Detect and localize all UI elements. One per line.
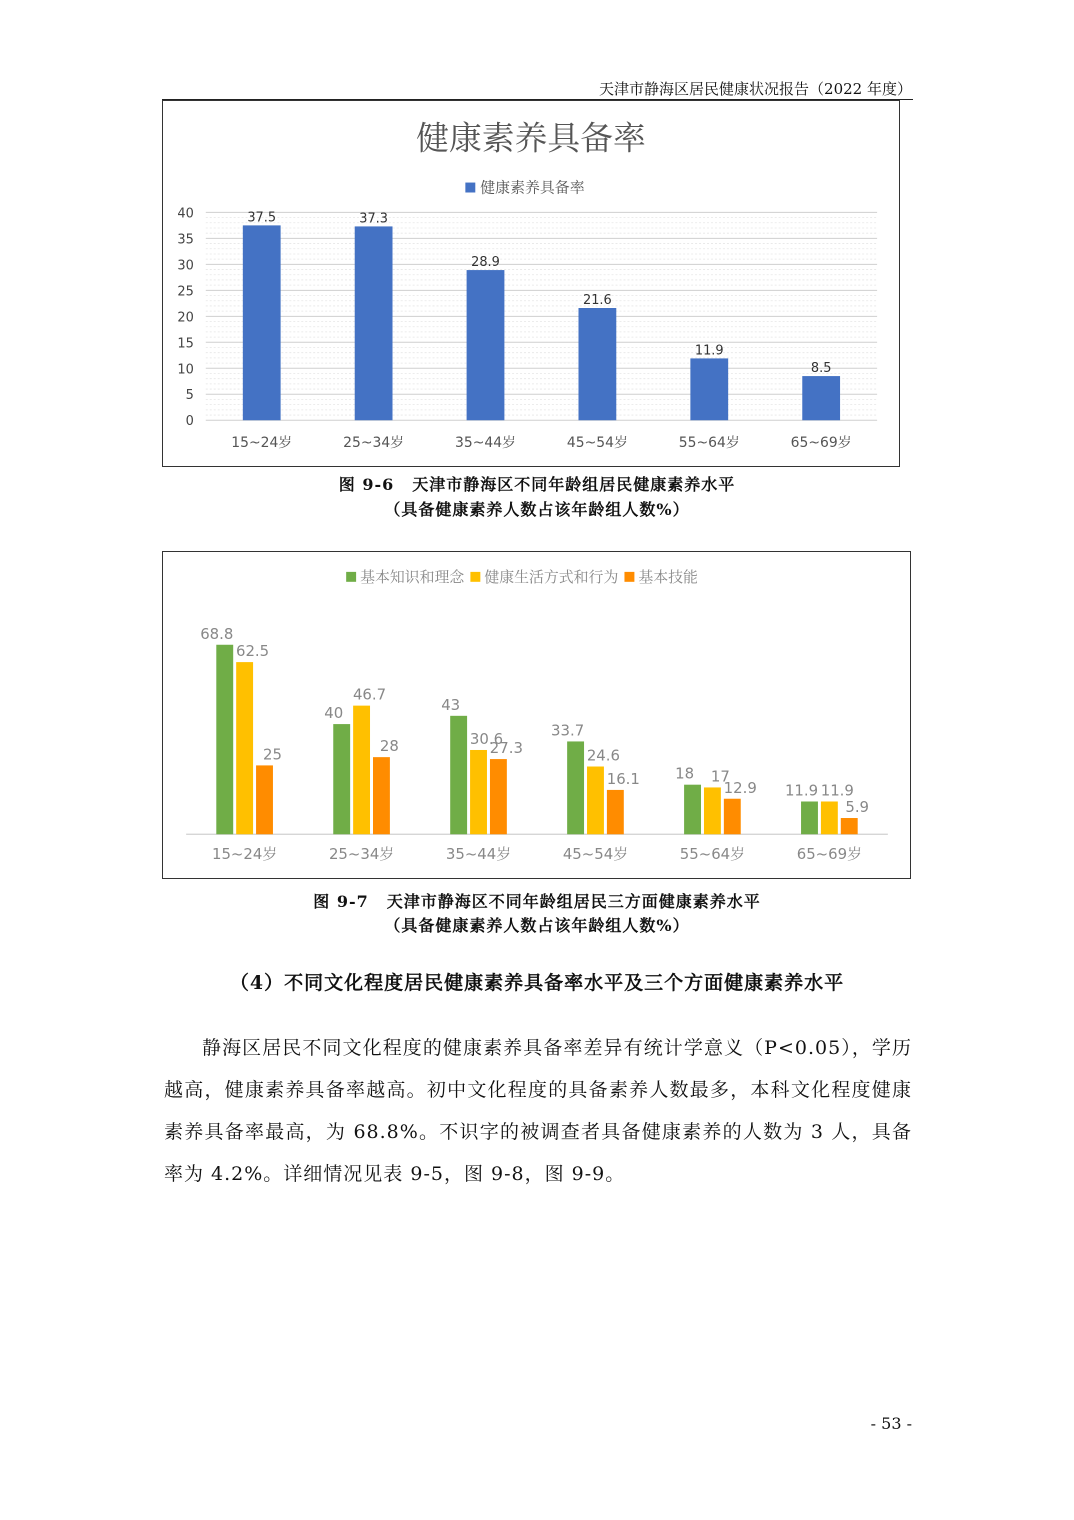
- bar: [467, 270, 505, 420]
- bar: [704, 787, 721, 834]
- data-label: 28.9: [471, 255, 500, 271]
- chart-three-aspects: [162, 551, 911, 879]
- bar: [841, 818, 858, 834]
- x-tick-label: 55~64岁: [678, 435, 740, 452]
- bar: [256, 765, 273, 834]
- data-label: 62.5: [235, 642, 270, 661]
- chart-title: 健康素养具备率: [416, 119, 646, 158]
- data-label: 8.5: [810, 361, 832, 377]
- data-label: 17: [710, 767, 730, 786]
- y-tick-label: 40: [177, 206, 194, 222]
- section-heading: （4）不同文化程度居民健康素养具备率水平及三个方面健康素养水平: [229, 972, 845, 994]
- bar: [450, 716, 467, 834]
- data-label: 40: [324, 704, 344, 723]
- bar: [333, 724, 350, 834]
- bar: [801, 801, 818, 834]
- bar: [567, 741, 584, 834]
- data-label: 24.6: [586, 746, 621, 765]
- data-label: 11.9: [694, 343, 724, 359]
- bar: [243, 225, 281, 420]
- page-number: - 53 -: [870, 1414, 912, 1433]
- figure-9-7-title: 天津市静海区不同年龄组居民三方面健康素养水平: [386, 892, 761, 911]
- chart-three-aspects-svg: [163, 552, 910, 878]
- running-header: 天津市静海区居民健康状况报告（2022 年度）: [599, 80, 912, 98]
- bar: [236, 662, 253, 834]
- data-label: 37.5: [247, 210, 277, 226]
- figure-9-7-subcaption: （具备健康素养人数占该年龄组人数%）: [384, 916, 690, 935]
- x-tick-label: 35~44岁: [455, 435, 516, 452]
- data-label: 21.6: [583, 293, 612, 309]
- legend-swatch: [624, 572, 634, 582]
- data-label: 16.1: [606, 769, 640, 788]
- y-tick-label: 0: [185, 414, 194, 430]
- data-label: 27.3: [489, 739, 523, 758]
- x-tick-label: 25~34岁: [343, 435, 405, 452]
- x-tick-label: 45~54岁: [566, 435, 628, 452]
- chart-literacy-rate-svg: [163, 101, 899, 466]
- legend-label: 基本技能: [638, 567, 698, 586]
- x-tick-label: 45~54岁: [562, 845, 629, 864]
- x-tick-label: 55~64岁: [679, 845, 746, 864]
- figure-9-6-title: 天津市静海区不同年龄组居民健康素养水平: [412, 475, 736, 494]
- data-label: 5.9: [845, 798, 870, 817]
- y-tick-label: 25: [177, 284, 194, 300]
- legend-label: 基本知识和理念: [360, 567, 465, 586]
- data-label: 68.8: [200, 624, 234, 643]
- y-tick-label: 10: [177, 362, 194, 378]
- bar: [821, 801, 838, 834]
- figure-9-7-number: 图 9-7: [313, 892, 369, 911]
- bar: [373, 757, 390, 834]
- body-paragraph-block: [164, 1027, 912, 1195]
- y-tick-label: 15: [177, 336, 194, 352]
- y-tick-label: 35: [177, 232, 194, 248]
- bar: [578, 308, 616, 420]
- data-label: 25: [262, 745, 282, 764]
- y-tick-label: 20: [177, 310, 194, 326]
- bar: [353, 706, 370, 835]
- data-label: 30.6: [469, 730, 504, 749]
- bar: [355, 226, 393, 420]
- bar: [684, 785, 701, 835]
- x-tick-label: 25~34岁: [328, 845, 395, 864]
- legend-label: 健康素养具备率: [480, 178, 585, 197]
- x-tick-label: 15~24岁: [211, 845, 278, 864]
- chart-literacy-rate: [162, 100, 900, 467]
- legend-swatch: [465, 183, 475, 193]
- data-label: 11.9: [784, 781, 819, 800]
- body-paragraph: 静海区居民不同文化程度的健康素养具备率差异有统计学意义（P<0.05），学历越高，健康素养具备率越高。初中文化程度的具备素养人数最多，本科文化程度健康素养具备率最高，为 68.8%。不识字的被调查者具备健康素养的人数为 3 人，具备率为 4.2%。详细情况见表 9-5，图 9-8，图 9-9。: [164, 1037, 912, 1185]
- bar: [470, 750, 487, 834]
- bar: [724, 799, 741, 835]
- bar: [802, 376, 840, 420]
- bar: [587, 767, 604, 835]
- legend-swatch: [470, 572, 480, 582]
- legend-label: 健康生活方式和行为: [484, 567, 619, 586]
- bar: [216, 645, 233, 835]
- x-tick-label: 65~69岁: [796, 845, 863, 864]
- x-tick-label: 15~24岁: [231, 435, 293, 452]
- figure-9-6-caption: [0, 472, 1074, 495]
- bar: [490, 759, 507, 834]
- y-tick-label: 5: [185, 388, 194, 404]
- figure-9-6-subcaption: （具备健康素养人数占该年龄组人数%）: [384, 500, 690, 519]
- data-label: 37.3: [359, 211, 388, 227]
- data-label: 11.9: [820, 781, 854, 800]
- figure-9-7-caption: [0, 889, 1074, 912]
- x-tick-label: 65~69岁: [790, 435, 852, 452]
- x-tick-label: 35~44岁: [445, 845, 512, 864]
- data-label: 33.7: [551, 721, 585, 740]
- y-tick-label: 30: [177, 258, 194, 274]
- data-label: 43: [441, 695, 461, 714]
- legend-swatch: [346, 572, 356, 582]
- data-label: 28: [379, 737, 399, 756]
- data-label: 12.9: [723, 778, 757, 797]
- data-label: 18: [675, 764, 695, 783]
- data-label: 46.7: [352, 685, 387, 704]
- bar: [690, 358, 728, 420]
- bar: [607, 790, 624, 834]
- figure-9-6-number: 图 9-6: [338, 475, 395, 494]
